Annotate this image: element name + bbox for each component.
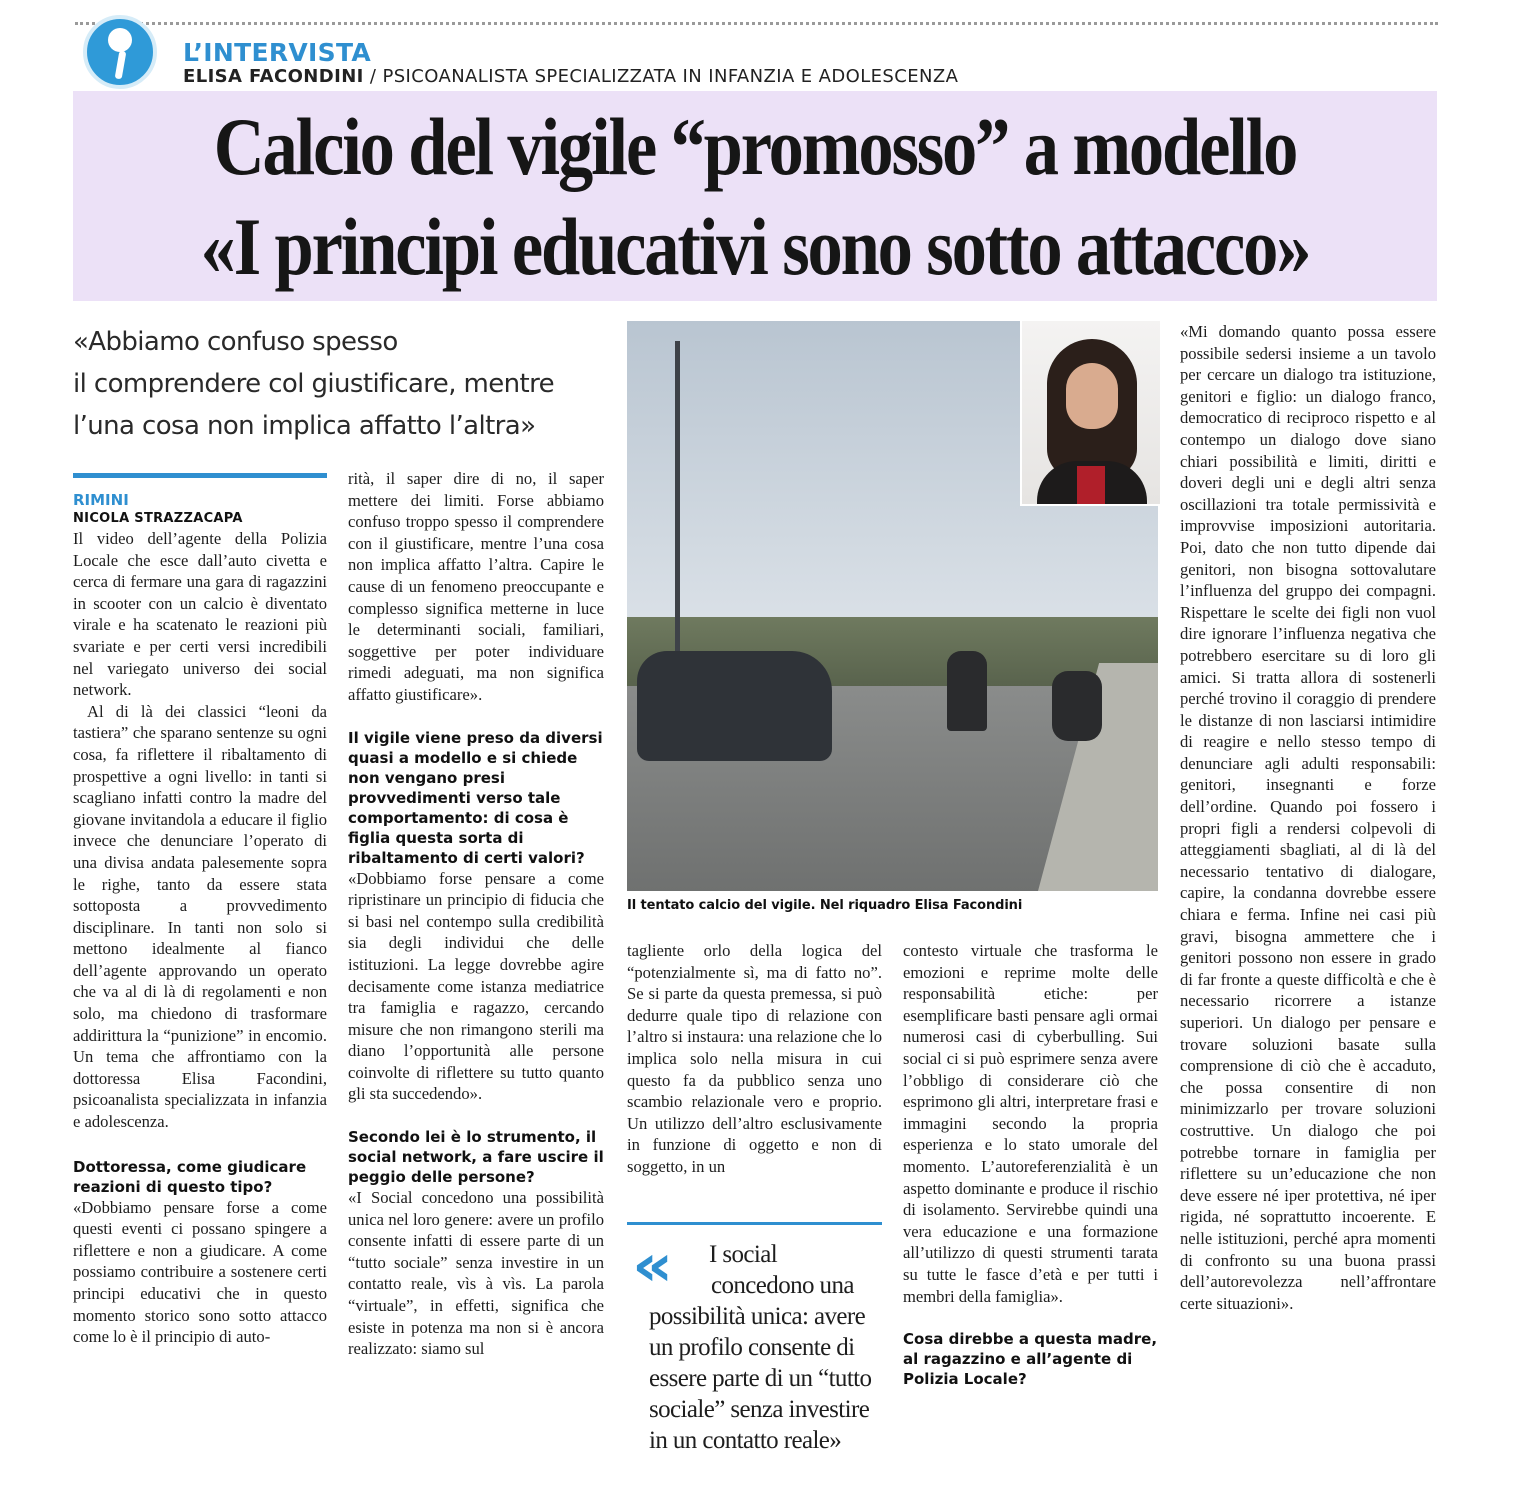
pull-quote-line: in un contatto reale» xyxy=(649,1427,842,1454)
article-column-3 xyxy=(627,940,882,1178)
interviewee-role: / PSICOANALISTA SPECIALIZZATA IN INFANZIA E ADOLESCENZA xyxy=(363,66,959,87)
photo-car xyxy=(637,651,832,761)
standfirst-line-1: «Abbiamo confuso spesso xyxy=(73,327,398,357)
body-paragraph: Il video dell’agente della Polizia Locale che esce dall’auto civetta e cerca di fermare una gara di ragazzini in scooter con un calcio è diventato virale e ha scatenato le reazioni più svariate e per certi versi incredibili nel variegato universo dei social network. xyxy=(73,529,327,700)
pull-quote-line: I social xyxy=(709,1241,778,1268)
body-paragraph: rità, il saper dire di no, il saper mettere dei limiti. Forse abbiamo confuso troppo spesso il comprendere con il giustificare, mentre l’una cosa non implica affatto l’altra. Capire le cause di un fenomeno preoccupante e complesso significa metterne in luce le determinanti sociali, familiari, soggettive per poter individuare rimedi adeguati, ma non significa affatto giustificare». xyxy=(348,469,604,704)
headline xyxy=(168,97,1341,297)
interview-answer: «Mi domando quanto possa essere possibile sedersi insieme a un tavolo per cercare un dialogo tra istituzione, genitori e figlio: un dialogo franco, democratico di reciproco rispetto e al contempo un dialogo dove siano chiari possibilità e limiti, diritti e doveri degli uni e degli altri senza oscillazioni tra totale permissività e improvvise imposizioni autoritaria. Poi, dato che non tutto dipende dai genitori, non bisogna sottovalutare l’influenza del gruppo dei compagni. Rispettare le scelte dei figli non vuol dire ignorare l’influenza negativa che potrebbero esercitare su di loro gli amici. Si tratta allora di sostenerli perché trovino il coraggio di prendere le distanze di non lasciarsi intimidire di reagire e nello stesso tempo di denunciare agli adulti responsabili: genitori, insegnanti e forze dell’ordine. Quando poi fossero i propri figli a rendersi colpevoli di atteggiamenti sbagliati, al di là del necessario tentativo di dialogare, capire, la condanna dovrebbe essere chiara e ferma. Infine nei casi più gravi, bisogna ammettere che i genitori possono non essere in grado di far fronte a queste difficoltà e che è necessario ricorrere a istanze superiori. Un dialogo per pensare e trovare soluzioni basate sulla comprensione di ciò che è accaduto, che possa consentire di non minimizzarlo per trovare soluzioni costruttive. Un dialogo che poi potrebbe tornare in famiglia per riflettere su un’educazione che non deve essere né iper protettiva, né iper rigida, né soprattutto incoerente. E nelle istituzioni, perché apra momenti di confronto su una buona prassi dell’autorevolezza nell’affrontare certe situazioni». xyxy=(1180,322,1436,1313)
pull-quote-line: sociale” senza investire xyxy=(649,1396,870,1423)
dateline-location: RIMINI xyxy=(73,491,129,509)
photo-caption: Il tentato calcio del vigile. Nel riquadro Elisa Facondini xyxy=(627,898,1023,913)
interview-answer: «I Social concedono una possibilità unica nel loro genere: avere un profilo consente infatti di essere parte di un “tutto sociale” senza investire in un contatto reale, vìs à vìs. La parola “virtuale”, in effetti, significa che esiste in potenza ma non si è ancora realizzato: siamo sul xyxy=(348,1188,604,1359)
headline-line-2: «I principi educativi sono sotto attacco» xyxy=(200,201,1310,292)
article-column-5 xyxy=(1180,321,1436,1314)
microphone-handle xyxy=(115,51,127,80)
microphone-head xyxy=(108,28,132,52)
interview-answer: «Dobbiamo pensare forse a come questi eventi ci possano spingere a riflettere e non a giudicare. A come possiamo contribuire a sostenere certi principi educativi che in questo momento storico sono sotto attacco come lo è il principio di auto- xyxy=(73,1197,327,1347)
top-dotted-rule xyxy=(75,22,1438,25)
interview-question: Secondo lei è lo strumento, il social network, a fare uscire il peggio delle persone? xyxy=(348,1128,604,1187)
standfirst-line-3: l’una cosa non implica affatto l’altra» xyxy=(73,411,536,441)
interviewee-name: ELISA FACONDINI xyxy=(183,66,364,87)
headline-line-1: Calcio del vigile “promosso” a modello xyxy=(213,101,1297,192)
section-kicker: L’INTERVISTA xyxy=(183,38,371,67)
standfirst xyxy=(73,321,613,447)
pull-quote xyxy=(627,1222,882,1495)
pull-quote-line: possibilità unica: avere xyxy=(649,1303,866,1330)
photo-street-lamp xyxy=(675,341,680,701)
pull-quote-line: essere parte di un “tutto xyxy=(649,1365,872,1392)
microphone-icon xyxy=(83,15,157,89)
pull-quote-text xyxy=(649,1239,889,1456)
portrait-shirt xyxy=(1077,466,1105,506)
body-paragraph: tagliente orlo della logica del “potenzialmente sì, ma di fatto no”. Se si parte da questa premessa, si può dedurre quale tipo di relazione con l’altro si instaura: una relazione che lo implica solo nella misura in cui questo fa da pubblico senza uno scambio relazionale vero e proprio. Un utilizzo dell’altro esclusivamente in funzione di oggetto e non di soggetto, in un xyxy=(627,941,882,1176)
article-column-2 xyxy=(348,468,604,1360)
body-paragraph: contesto virtuale che trasforma le emozioni e reprime molte delle responsabilità etiche: per esemplificare basti pensare agli ormai numerosi casi di cyberbulling. Sui social ci si può esprimere senza avere l’obbligo di considerare ciò che esprimono gli altri, interpretare frasi e immagini secondo la propria esperienza e lo stato umorale del momento. L’autoreferenzialità è un aspetto dominante e produce il rischio di isolamento. Servirebbe quindi una vera educazione e una formazione all’utilizzo di questi strumenti tarata su tutte le fasce d’età e per tutti i membri della famiglia». xyxy=(903,941,1158,1306)
interviewee-byline xyxy=(183,66,958,87)
article-column-4 xyxy=(903,940,1158,1389)
body-paragraph: Al di là dei classici “leoni da tastiera” che sparano sentenze su ogni cosa, fa riflettere il ribaltamento di prospettive a ogni livello: in tanti si scagliano infatti contro la madre del giovane invitandola a educare il figlio invece che denunciare l’operato di una divisa andata palesemente sopra le righe, tanto da essere stata sottoposta a provvedimento disciplinare. In tanti non solo si mettono idealmente al fianco dell’agente approvando un operato che va al di là di regolamenti e non solo, ma chiedono di trasformare addirittura la “punizione” in encomio. Un tema che affrontiamo con la dottoressa Elisa Facondini, psicoanalista specializzata in infanzia e adolescenza. xyxy=(73,701,327,1132)
quote-mark-icon: « xyxy=(632,1231,674,1299)
interview-answer: «Dobbiamo forse pensare a come ripristinare un principio di fiducia che si basi nel contempo sulla credibilità sia degli individui che delle istituzioni. La legge dovrebbe agire decisamente come istanza mediatrice tra famiglia e ragazzo, cercando misure che non rimangono sterili ma diano l’opportunità alle persone coinvolte di riflettere su tutto quanto gli sta succedendo». xyxy=(348,868,604,1104)
pull-quote-line: un profilo consente di xyxy=(649,1334,855,1361)
article-column-1 xyxy=(73,490,327,1348)
interview-question: Dottoressa, come giudicare reazioni di questo tipo? xyxy=(73,1157,307,1196)
photo-scooter xyxy=(1052,671,1102,741)
interview-question: Cosa direbbe a questa madre, al ragazzino e all’agente di Polizia Locale? xyxy=(903,1330,1158,1389)
photo-officer xyxy=(947,651,987,731)
portrait-face xyxy=(1066,363,1118,429)
article-author: NICOLA STRAZZACAPA xyxy=(73,511,243,526)
inset-portrait xyxy=(1020,321,1160,506)
interview-question: Il vigile viene preso da diversi quasi a modello e si chiede non vengano presi provvedimenti verso tale comportamento: di cosa è figlia questa sorta di ribaltamento di certi valori? xyxy=(348,728,603,867)
column-accent-bar xyxy=(73,473,327,478)
standfirst-line-2: il comprendere col giustificare, mentre xyxy=(73,369,555,399)
headline-box xyxy=(73,91,1437,301)
pull-quote-line: concedono una xyxy=(711,1272,854,1299)
